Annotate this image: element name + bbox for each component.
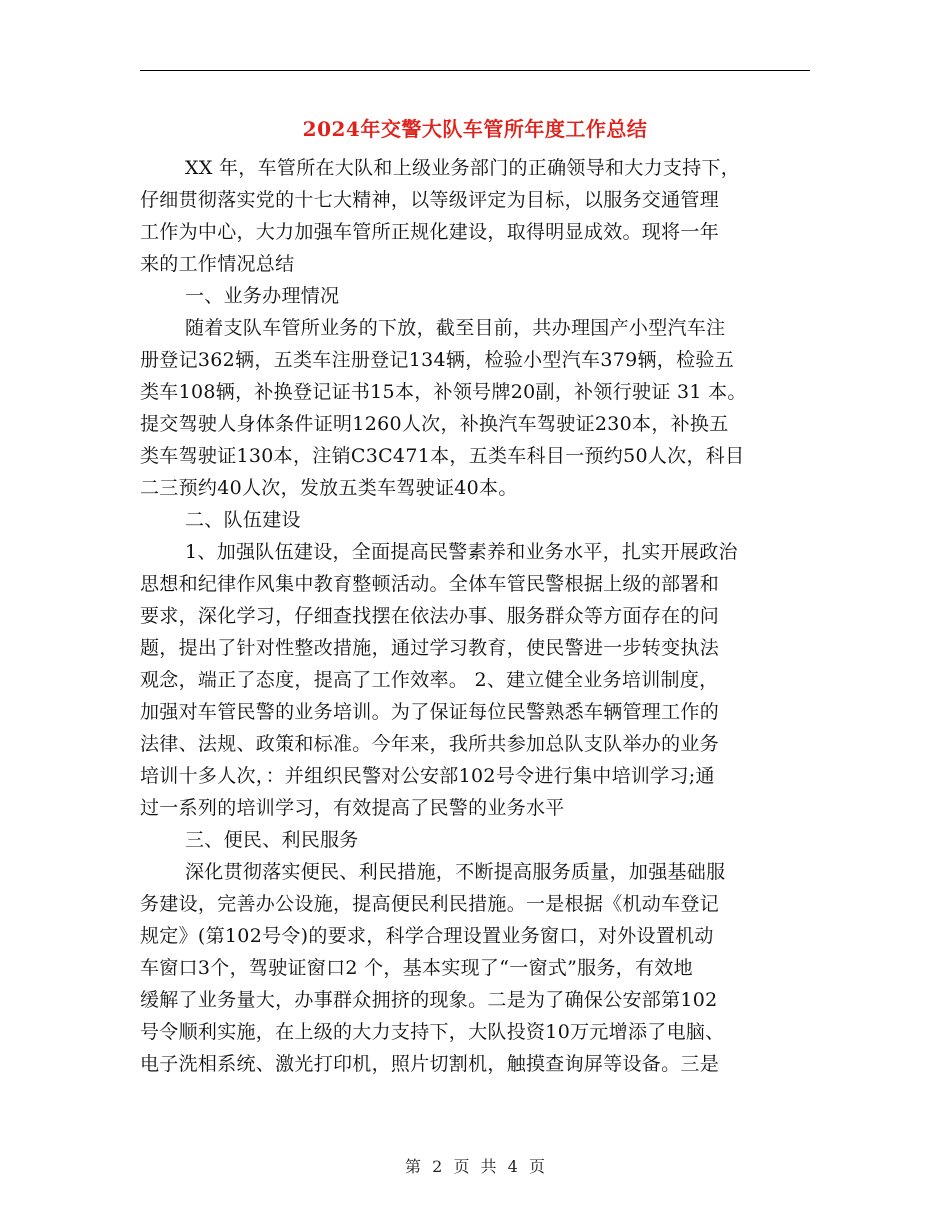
body-line: 深化贯彻落实便民、利民措施，不断提高服务质量，加强基础服 bbox=[185, 861, 726, 883]
header-rule bbox=[140, 70, 810, 71]
body-line: 仔细贯彻落实党的十七大精神，以等级评定为目标，以服务交通管理 bbox=[140, 189, 720, 211]
section-heading: 三、便民、利民服务 bbox=[185, 829, 359, 851]
body-line: 类车108辆，补换登记证书15本，补领号牌20副，补领行驶证 31 本。 bbox=[140, 381, 747, 403]
body-line: 缓解了业务量大，办事群众拥挤的现象。二是为了确保公安部第102 bbox=[140, 989, 718, 1011]
section-heading: 一、业务办理情况 bbox=[185, 285, 340, 307]
section-heading: 二、队伍建设 bbox=[185, 509, 301, 531]
body-line: XX 年，车管所在大队和上级业务部门的正确领导和大力支持下， bbox=[185, 157, 741, 179]
body-line: 培训十多人次，：并组织民警对公安部102号令进行集中培训学习;通 bbox=[140, 765, 715, 787]
footer-prefix: 第 bbox=[405, 1157, 422, 1176]
body-line: 册登记362辆，五类车注册登记134辆，检验小型汽车379辆，检验五 bbox=[140, 349, 734, 371]
body-line: 加强对车管民警的业务培训。为了保证每位民警熟悉车辆管理工作的 bbox=[140, 701, 720, 723]
document-title: 2024年交警大队车管所年度工作总结 bbox=[302, 117, 648, 141]
body-line: 车窗口3个，驾驶证窗口2 个，基本实现了“一窗式”服务，有效地 bbox=[140, 957, 693, 979]
body-line: 思想和纪律作风集中教育整顿活动。全体车管民警根据上级的部署和 bbox=[140, 573, 720, 595]
current-page-number: 2 bbox=[432, 1157, 443, 1176]
footer-page-word: 页 bbox=[453, 1157, 470, 1176]
body-line: 工作为中心，大力加强车管所正规化建设，取得明显成效。现将一年 bbox=[140, 221, 720, 243]
body-line: 电子洗相系统、激光打印机，照片切割机，触摸查询屏等设备。三是 bbox=[140, 1053, 720, 1075]
body-line: 二三预约40人次，发放五类车驾驶证40本。 bbox=[140, 477, 518, 499]
body-line: 法律、法规、政策和标准。今年来，我所共参加总队支队举办的业务 bbox=[140, 733, 720, 755]
body-line: 提交驾驶人身体条件证明1260人次，补换汽车驾驶证230本，补换五 bbox=[140, 413, 729, 435]
body-line: 要求，深化学习，仔细查找摆在依法办事、服务群众等方面存在的问 bbox=[140, 605, 720, 627]
footer-total-prefix: 共 bbox=[480, 1157, 497, 1176]
body-line: 随着支队车管所业务的下放，截至目前，共办理国产小型汽车注 bbox=[185, 317, 726, 339]
body-line: 来的工作情况总结 bbox=[140, 253, 295, 275]
body-line: 观念，端正了态度，提高了工作效率。 2、建立健全业务培训制度， bbox=[140, 669, 719, 691]
footer-suffix: 页 bbox=[528, 1157, 545, 1176]
body-line: 类车驾驶证130本，注销C3C471本，五类车科目一预约50人次，科目 bbox=[140, 445, 745, 467]
body-line: 号令顺利实施，在上级的大力支持下，大队投资10万元增添了电脑、 bbox=[140, 1021, 725, 1043]
body-line: 规定》(第102号令)的要求，科学合理设置业务窗口，对外设置机动 bbox=[140, 925, 714, 947]
body-line: 题，提出了针对性整改措施，通过学习教育，使民警进一步转变执法 bbox=[140, 637, 720, 659]
body-line: 1、加强队伍建设，全面提高民警素养和业务水平，扎实开展政治 bbox=[185, 541, 738, 563]
body-line: 过一系列的培训学习，有效提高了民警的业务水平 bbox=[140, 797, 565, 819]
total-pages-number: 4 bbox=[507, 1157, 518, 1176]
page-footer bbox=[0, 1154, 950, 1177]
body-line: 务建设，完善办公设施，提高便民利民措施。一是根据《机动车登记 bbox=[140, 893, 720, 915]
